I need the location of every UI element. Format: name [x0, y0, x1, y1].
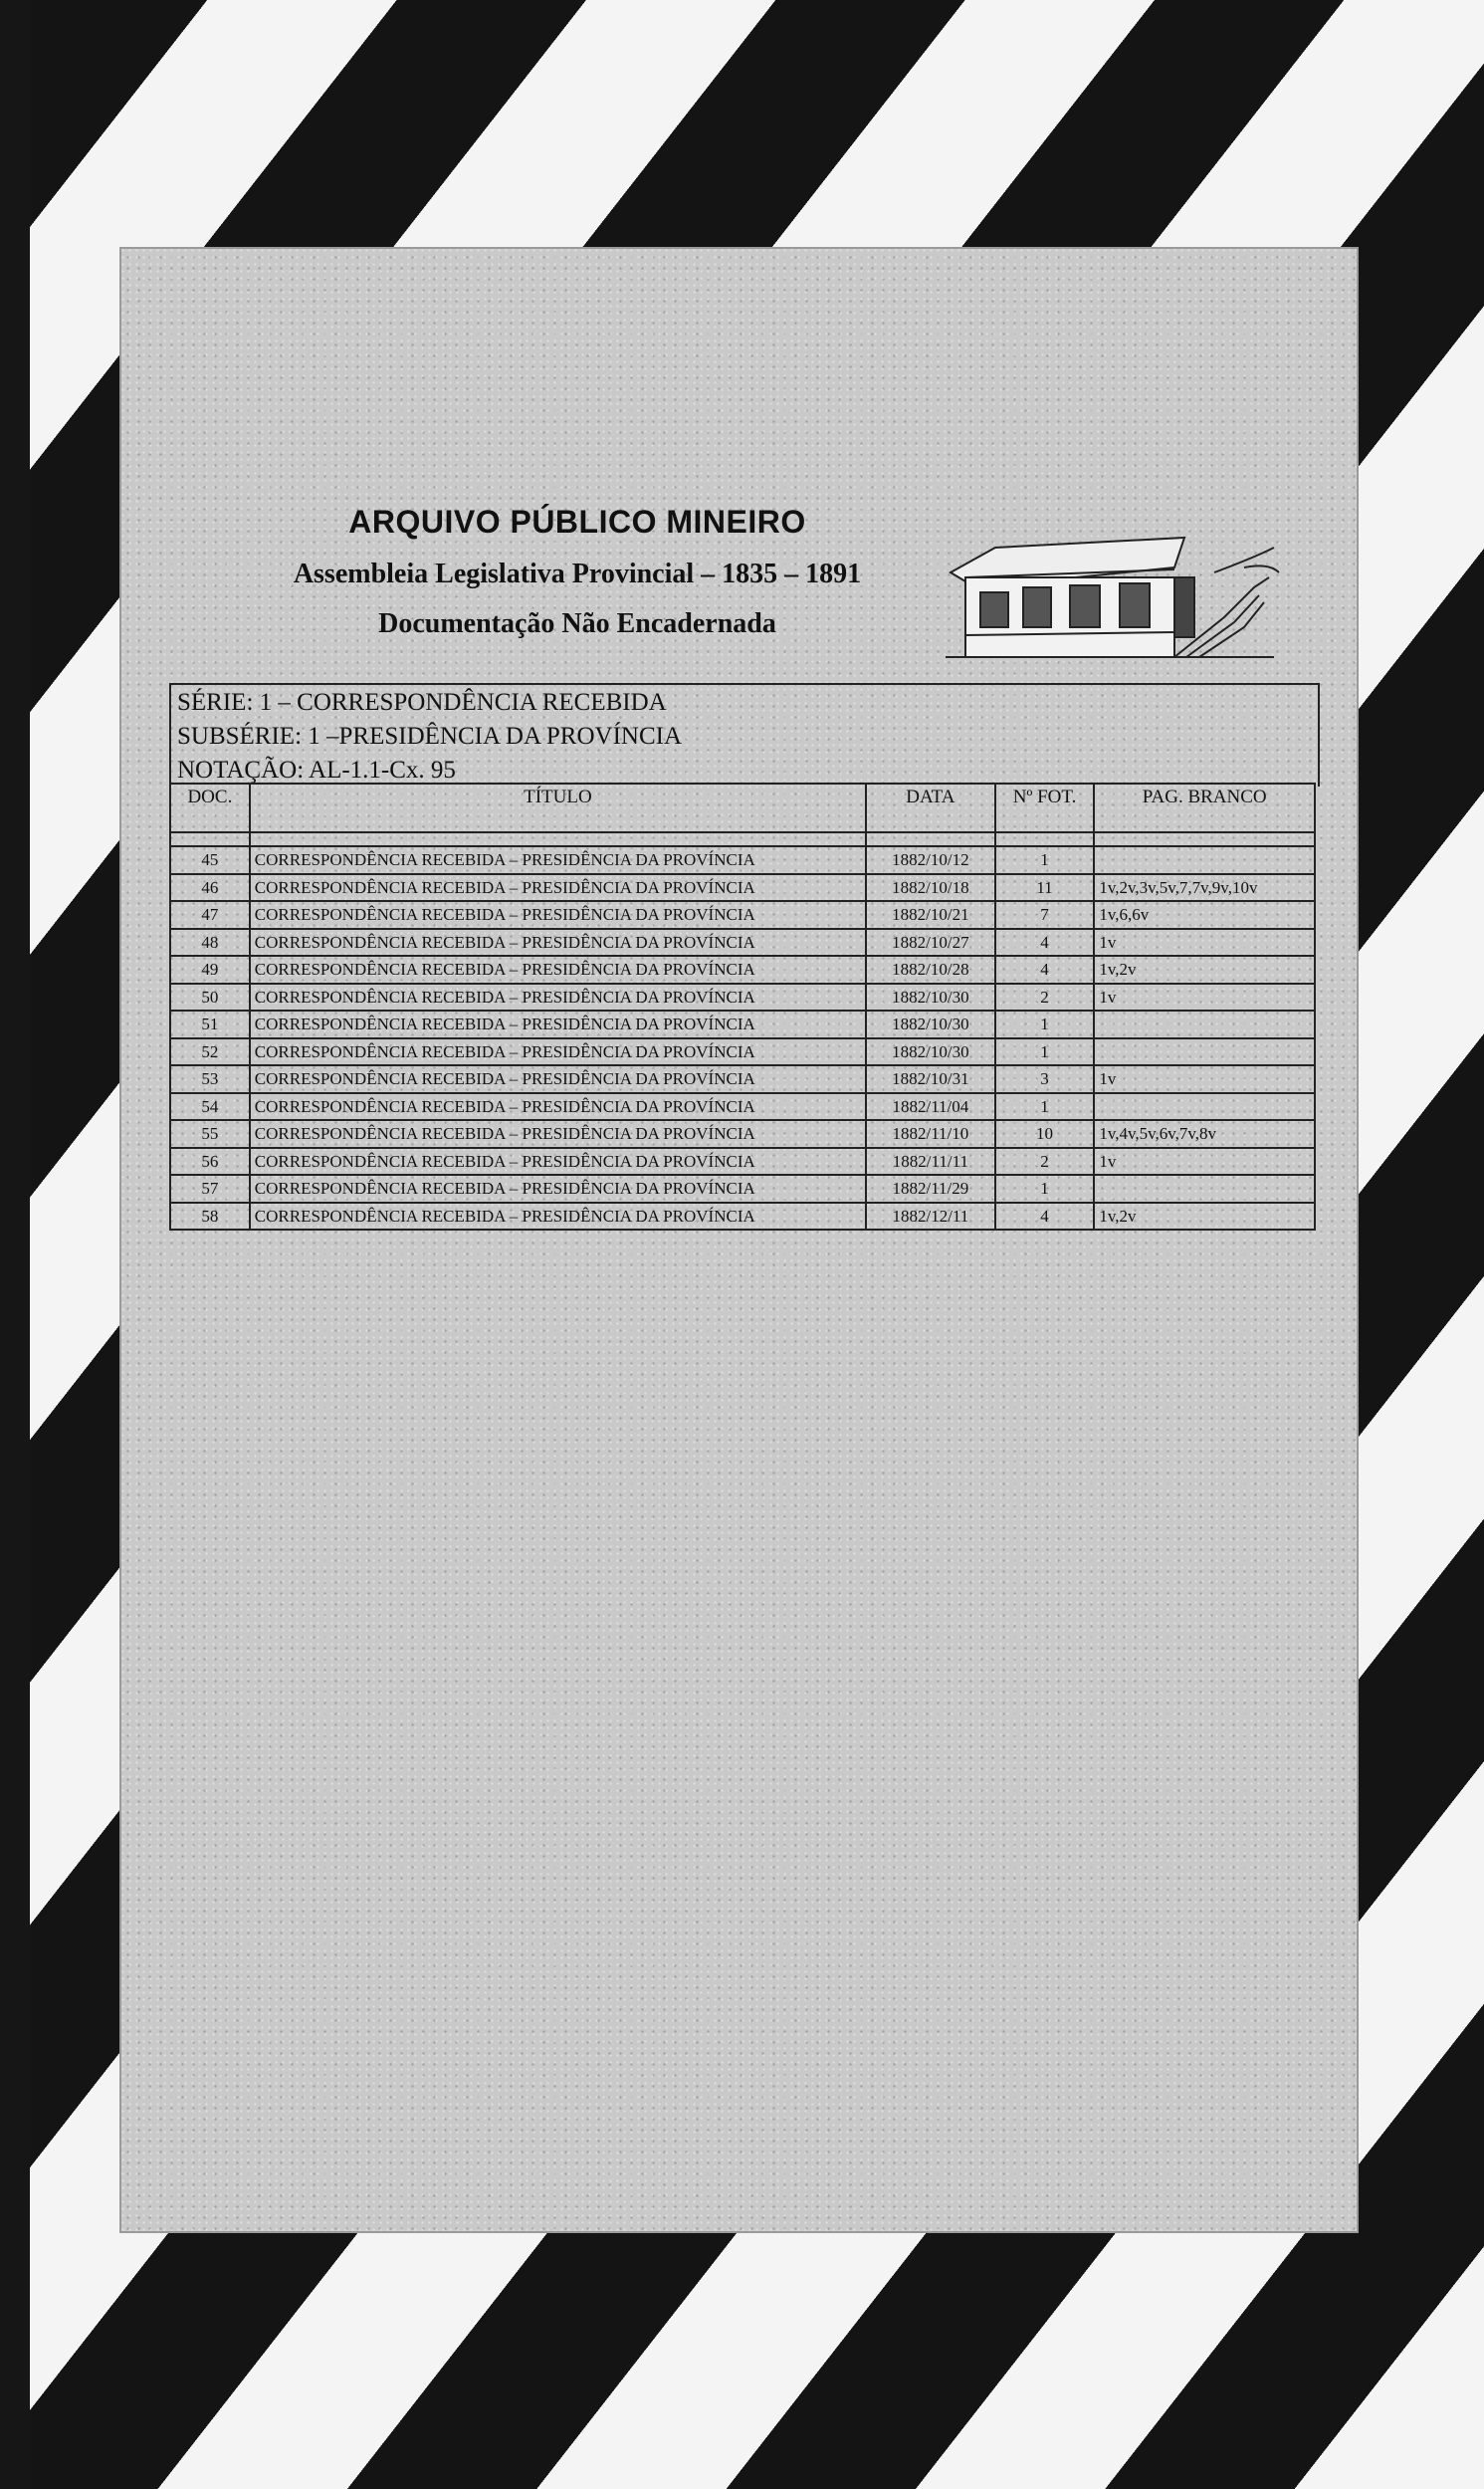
spacer-cell — [1094, 832, 1315, 846]
spacer-row — [170, 832, 1315, 846]
titulo-cell: CORRESPONDÊNCIA RECEBIDA – PRESIDÊNCIA DA PROVÍNCIA — [250, 901, 866, 929]
table-row — [170, 984, 1315, 1012]
data-cell: 1882/10/12 — [866, 846, 995, 874]
data-cell: 1882/11/29 — [866, 1175, 995, 1203]
doc-cell: 50 — [170, 984, 250, 1012]
table-row — [170, 929, 1315, 957]
titulo-cell: CORRESPONDÊNCIA RECEBIDA – PRESIDÊNCIA DA PROVÍNCIA — [250, 1011, 866, 1038]
serie-label: SÉRIE: 1 – CORRESPONDÊNCIA RECEBIDA — [177, 689, 667, 716]
fot-cell: 2 — [995, 984, 1095, 1012]
branco-cell: 1v — [1094, 984, 1315, 1012]
data-cell: 1882/10/30 — [866, 984, 995, 1012]
titulo-cell: CORRESPONDÊNCIA RECEBIDA – PRESIDÊNCIA DA PROVÍNCIA — [250, 1120, 866, 1148]
data-cell: 1882/10/30 — [866, 1038, 995, 1066]
fot-cell: 1 — [995, 846, 1095, 874]
doc-cell: 47 — [170, 901, 250, 929]
doc-cell: 52 — [170, 1038, 250, 1066]
data-cell: 1882/10/18 — [866, 874, 995, 902]
table-row — [170, 1065, 1315, 1093]
data-cell: 1882/10/21 — [866, 901, 995, 929]
data-cell: 1882/11/10 — [866, 1120, 995, 1148]
doc-cell: 58 — [170, 1203, 250, 1231]
branco-cell — [1094, 1011, 1315, 1038]
doc-cell: 53 — [170, 1065, 250, 1093]
archive-title: ARQUIVO PÚBLICO MINEIRO — [348, 504, 806, 540]
fot-cell: 1 — [995, 1175, 1095, 1203]
titulo-cell: CORRESPONDÊNCIA RECEBIDA – PRESIDÊNCIA DA PROVÍNCIA — [250, 956, 866, 984]
doc-cell: 46 — [170, 874, 250, 902]
titulo-cell: CORRESPONDÊNCIA RECEBIDA – PRESIDÊNCIA DA PROVÍNCIA — [250, 1148, 866, 1176]
branco-cell: 1v — [1094, 1065, 1315, 1093]
fot-cell: 4 — [995, 929, 1095, 957]
table-row — [170, 1093, 1315, 1121]
fot-cell: 4 — [995, 1203, 1095, 1231]
branco-cell: 1v,6,6v — [1094, 901, 1315, 929]
spacer-cell — [995, 832, 1095, 846]
table-row — [170, 874, 1315, 902]
notacao-label: NOTAÇÃO: AL-1.1-Cx. 95 — [177, 757, 456, 784]
table-row — [170, 1120, 1315, 1148]
fot-cell: 11 — [995, 874, 1095, 902]
spacer-cell — [866, 832, 995, 846]
doc-cell: 49 — [170, 956, 250, 984]
table-row — [170, 901, 1315, 929]
table-row — [170, 1203, 1315, 1231]
fot-cell: 4 — [995, 956, 1095, 984]
header-titulo: TÍTULO — [250, 784, 866, 832]
titulo-cell: CORRESPONDÊNCIA RECEBIDA – PRESIDÊNCIA DA PROVÍNCIA — [250, 1175, 866, 1203]
doc-cell: 45 — [170, 846, 250, 874]
data-cell: 1882/10/30 — [866, 1011, 995, 1038]
spacer-cell — [170, 832, 250, 846]
data-cell: 1882/10/31 — [866, 1065, 995, 1093]
data-cell: 1882/12/11 — [866, 1203, 995, 1231]
titulo-cell: CORRESPONDÊNCIA RECEBIDA – PRESIDÊNCIA DA PROVÍNCIA — [250, 984, 866, 1012]
titulo-cell: CORRESPONDÊNCIA RECEBIDA – PRESIDÊNCIA DA PROVÍNCIA — [250, 1065, 866, 1093]
header-fot: Nº FOT. — [995, 784, 1095, 832]
document-subtitle: Documentação Não Encadernada — [378, 608, 776, 639]
doc-cell: 48 — [170, 929, 250, 957]
branco-cell: 1v — [1094, 1148, 1315, 1176]
table-row — [170, 846, 1315, 874]
branco-cell — [1094, 1175, 1315, 1203]
doc-cell: 54 — [170, 1093, 250, 1121]
titulo-cell: CORRESPONDÊNCIA RECEBIDA – PRESIDÊNCIA DA PROVÍNCIA — [250, 929, 866, 957]
branco-cell — [1094, 1038, 1315, 1066]
document-sheet — [119, 247, 1359, 2233]
doc-cell: 56 — [170, 1148, 250, 1176]
branco-cell: 1v,4v,5v,6v,7v,8v — [1094, 1120, 1315, 1148]
fot-cell: 7 — [995, 901, 1095, 929]
titulo-cell: CORRESPONDÊNCIA RECEBIDA – PRESIDÊNCIA DA PROVÍNCIA — [250, 1093, 866, 1121]
data-cell: 1882/10/27 — [866, 929, 995, 957]
doc-cell: 55 — [170, 1120, 250, 1148]
header-data: DATA — [866, 784, 995, 832]
subserie-label: SUBSÉRIE: 1 –PRESIDÊNCIA DA PROVÍNCIA — [177, 723, 683, 750]
branco-cell: 1v,2v — [1094, 956, 1315, 984]
fot-cell: 3 — [995, 1065, 1095, 1093]
table-row — [170, 1175, 1315, 1203]
branco-cell: 1v,2v — [1094, 1203, 1315, 1231]
fot-cell: 2 — [995, 1148, 1095, 1176]
data-cell: 1882/11/04 — [866, 1093, 995, 1121]
fot-cell: 1 — [995, 1038, 1095, 1066]
branco-cell — [1094, 846, 1315, 874]
assembly-title: Assembleia Legislativa Provincial – 1835 – 1891 — [293, 559, 862, 589]
fot-cell: 1 — [995, 1093, 1095, 1121]
table-row — [170, 1011, 1315, 1038]
spacer-cell — [250, 832, 866, 846]
table-body — [170, 832, 1315, 1230]
branco-cell — [1094, 1093, 1315, 1121]
table-header-row — [170, 784, 1315, 832]
header-doc: DOC. — [170, 784, 250, 832]
data-cell: 1882/10/28 — [866, 956, 995, 984]
frame-edge — [0, 0, 30, 2489]
header-branco: PAG. BRANCO — [1094, 784, 1315, 832]
table-row — [170, 956, 1315, 984]
titulo-cell: CORRESPONDÊNCIA RECEBIDA – PRESIDÊNCIA DA PROVÍNCIA — [250, 874, 866, 902]
titulo-cell: CORRESPONDÊNCIA RECEBIDA – PRESIDÊNCIA DA PROVÍNCIA — [250, 1038, 866, 1066]
titulo-cell: CORRESPONDÊNCIA RECEBIDA – PRESIDÊNCIA DA PROVÍNCIA — [250, 846, 866, 874]
titulo-cell: CORRESPONDÊNCIA RECEBIDA – PRESIDÊNCIA DA PROVÍNCIA — [250, 1203, 866, 1231]
table-row — [170, 1038, 1315, 1066]
branco-cell: 1v — [1094, 929, 1315, 957]
fot-cell: 1 — [995, 1011, 1095, 1038]
building-logo-icon — [926, 478, 1284, 677]
doc-cell: 57 — [170, 1175, 250, 1203]
table-row — [170, 1148, 1315, 1176]
document-index-table — [169, 783, 1316, 1231]
metadata-block — [169, 683, 1320, 787]
data-cell: 1882/11/11 — [866, 1148, 995, 1176]
fot-cell: 10 — [995, 1120, 1095, 1148]
branco-cell: 1v,2v,3v,5v,7,7v,9v,10v — [1094, 874, 1315, 902]
doc-cell: 51 — [170, 1011, 250, 1038]
